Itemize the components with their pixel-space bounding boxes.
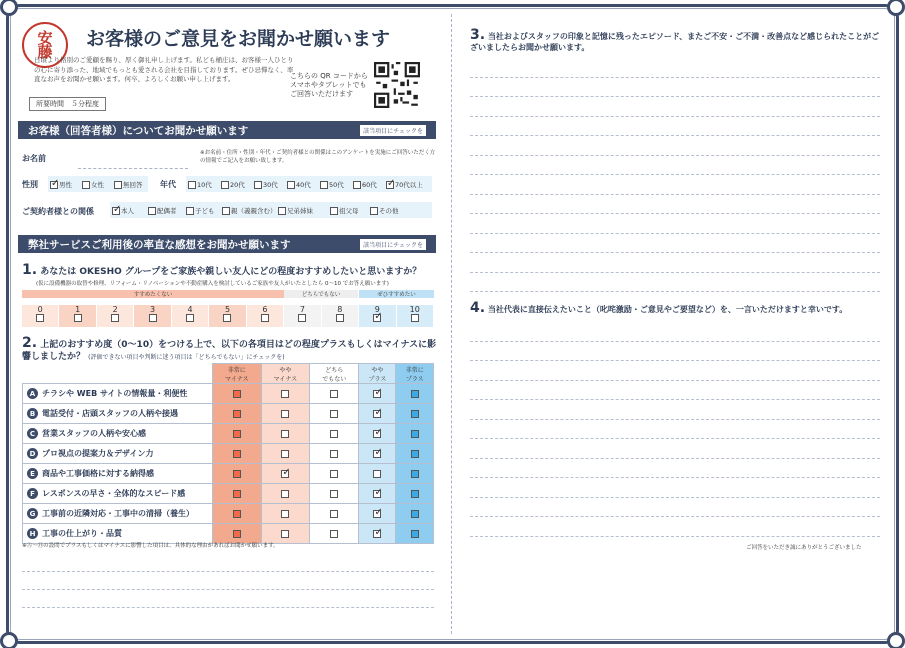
- question-number: 3.: [470, 27, 486, 43]
- qr-instruction: こちらの QR コードから スマホやタブレットでも ご回答いただけます: [290, 72, 368, 98]
- checkbox[interactable]: [261, 314, 269, 322]
- scale-number: 10: [409, 305, 420, 314]
- rating-cell[interactable]: [310, 384, 359, 404]
- scale-number: 9: [374, 305, 380, 314]
- checkbox[interactable]: [281, 530, 289, 538]
- item-label: プロ視点の提案力＆デザイン力: [42, 449, 154, 458]
- rating-cell[interactable]: [359, 424, 396, 444]
- rating-cell[interactable]: [213, 444, 262, 464]
- intro-text: 日頃より格別のご愛顧を賜り、厚く御礼申し上げます。私ども桶庄は、お客様一人ひとりの心に寄り添った、地域でもっとも愛される会社を目指しております。ぜひ忌憚なく、率直なお声をお聞かせ願います。何卒、よろしくお願い申し上げます。: [34, 56, 294, 83]
- checkbox[interactable]: [233, 410, 241, 418]
- checkbox[interactable]: [411, 390, 419, 398]
- answer-line[interactable]: [470, 381, 880, 401]
- question-text: 当社およびスタッフの印象と記憶に残ったエピソード、またご不安・ご不満・改善点など感じられたことがございましたらお聞かせ願います。: [470, 32, 880, 52]
- option-label: 配偶者: [157, 207, 177, 215]
- checkbox[interactable]: [186, 207, 194, 215]
- scale-number: 5: [224, 305, 231, 314]
- answer-line[interactable]: [470, 459, 880, 479]
- checkbox[interactable]: [223, 314, 231, 322]
- checkbox[interactable]: [330, 450, 338, 458]
- rating-cell[interactable]: [310, 404, 359, 424]
- checkbox[interactable]: [411, 430, 419, 438]
- question-number: 4.: [470, 300, 486, 316]
- scale-header-high: ぜひすすめたい: [359, 290, 434, 298]
- option-label: 本人: [121, 207, 134, 215]
- question-4: [470, 300, 880, 316]
- item-letter-icon: B: [27, 408, 38, 419]
- rating-cell[interactable]: [213, 424, 262, 444]
- item-label: 工事前の近隣対応・工事中の清掃（養生）: [42, 509, 194, 518]
- checkbox[interactable]: [373, 510, 381, 518]
- item-label: レスポンスの早さ・全体的なスピード感: [42, 489, 186, 498]
- answer-line[interactable]: [470, 361, 880, 381]
- option-gender-opts-1[interactable]: [82, 180, 104, 189]
- rating-cell[interactable]: [261, 464, 310, 484]
- rating-cell[interactable]: [359, 384, 396, 404]
- answer-line[interactable]: [470, 175, 880, 195]
- checkbox[interactable]: [112, 207, 120, 215]
- rating-row: [23, 484, 434, 504]
- rating-cell[interactable]: [359, 524, 396, 544]
- scale-number: 2: [112, 305, 118, 314]
- rating-row: [23, 384, 434, 404]
- option-label: 70代以上: [395, 181, 423, 189]
- checkbox[interactable]: [281, 450, 289, 458]
- checkbox[interactable]: [148, 207, 156, 215]
- scale-option-7[interactable]: [284, 305, 320, 327]
- scale-option-6[interactable]: [247, 305, 283, 327]
- rating-cell[interactable]: [396, 504, 434, 524]
- option-gender-opts-0[interactable]: [50, 180, 72, 189]
- rating-item: [23, 424, 213, 444]
- checkbox[interactable]: [411, 470, 419, 478]
- rating-cell[interactable]: [396, 464, 434, 484]
- option-rel-opts-5[interactable]: [330, 206, 359, 215]
- rating-cell[interactable]: [261, 484, 310, 504]
- rating-header: やや プラス: [359, 364, 396, 384]
- name-label: お名前: [22, 154, 46, 163]
- checkbox[interactable]: [281, 410, 289, 418]
- rating-row: [23, 404, 434, 424]
- name-note: ※お名前・住所・性別・年代・ご契約者様との関係はこのアンケートを実施にご回答いただく方の情報でご記入をお願い致します。: [200, 150, 436, 164]
- rating-item: [23, 504, 213, 524]
- question-1-sub: (仮に設備機器の取替や修理、リフォーム・リノベーションや不動産購入を検討しているご家族や友人がいたとしたら 0〜10 でお答え願います): [36, 281, 389, 287]
- checkbox[interactable]: [188, 181, 196, 189]
- question-3-answer-lines[interactable]: [470, 58, 880, 292]
- rating-item: [23, 444, 213, 464]
- option-label: 40代: [296, 181, 311, 189]
- checkbox[interactable]: [233, 450, 241, 458]
- option-rel-opts-0[interactable]: [112, 206, 134, 215]
- age-label: 年代: [160, 180, 176, 189]
- option-label: 子ども: [195, 207, 215, 215]
- checkbox[interactable]: [386, 181, 394, 189]
- option-label: 兄弟姉妹: [287, 207, 313, 215]
- rating-cell[interactable]: [310, 524, 359, 544]
- option-label: 祖父母: [339, 207, 359, 215]
- checkbox[interactable]: [411, 490, 419, 498]
- checkbox[interactable]: [281, 470, 289, 478]
- scale-option-5[interactable]: [209, 305, 245, 327]
- checkbox[interactable]: [281, 430, 289, 438]
- scale-number: 7: [299, 305, 305, 314]
- checkbox[interactable]: [411, 450, 419, 458]
- recommendation-scale: [22, 297, 434, 329]
- option-gender-opts-2[interactable]: [114, 180, 143, 189]
- rating-cell[interactable]: [261, 524, 310, 544]
- scale-header-mid: どちらでもない: [284, 290, 358, 298]
- checkbox[interactable]: [186, 314, 194, 322]
- checkbox[interactable]: [233, 490, 241, 498]
- answer-line[interactable]: [470, 498, 880, 518]
- scale-option-4[interactable]: [172, 305, 208, 327]
- corner-ornament: [887, 0, 905, 16]
- scale-option-2[interactable]: [97, 305, 133, 327]
- rating-cell[interactable]: [261, 384, 310, 404]
- rating-cell[interactable]: [396, 524, 434, 544]
- option-rel-opts-4[interactable]: [278, 206, 313, 215]
- relation-label: ご契約者様との関係: [22, 207, 94, 216]
- rating-cell[interactable]: [261, 444, 310, 464]
- checkbox[interactable]: [287, 181, 295, 189]
- option-label: 男性: [59, 181, 72, 189]
- item-label: 営業スタッフの人柄や安心感: [42, 429, 146, 438]
- rating-cell[interactable]: [213, 384, 262, 404]
- item-letter-icon: A: [27, 388, 38, 399]
- check-hint: 該当項目にチェックを: [360, 125, 426, 136]
- rating-cell[interactable]: [310, 504, 359, 524]
- checkbox[interactable]: [233, 470, 241, 478]
- answer-line[interactable]: [470, 58, 880, 78]
- option-label: 女性: [91, 181, 104, 189]
- question-1: [22, 262, 442, 278]
- option-label: 親（義親含む）: [231, 207, 277, 215]
- question-text: あなたは OKESHO グループをご家族や親しい友人にどの程度おすすめしたいと思いますか？: [40, 267, 422, 277]
- item-label: 商品や工事価格に対する納得感: [42, 469, 154, 478]
- section-title: お客様（回答者様）についてお聞かせ願います: [28, 124, 249, 137]
- question-number: 2.: [22, 335, 38, 351]
- rating-cell[interactable]: [213, 504, 262, 524]
- answer-line[interactable]: [470, 117, 880, 137]
- rating-cell[interactable]: [213, 464, 262, 484]
- item-label: 工事の仕上がり・品質: [42, 529, 122, 538]
- question-3: [470, 27, 880, 53]
- answer-line[interactable]: [470, 253, 880, 273]
- name-field[interactable]: [78, 168, 188, 169]
- thanks-text: ご回答をいただき誠にありがとうございました: [746, 545, 862, 551]
- checkbox[interactable]: [373, 470, 381, 478]
- item-letter-icon: C: [27, 428, 38, 439]
- item-label: 電話受付・店頭スタッフの人柄や接遇: [42, 409, 178, 418]
- checkbox[interactable]: [149, 314, 157, 322]
- option-rel-opts-6[interactable]: [370, 206, 399, 215]
- checkbox[interactable]: [281, 510, 289, 518]
- checkbox[interactable]: [330, 390, 338, 398]
- rating-cell[interactable]: [213, 404, 262, 424]
- answer-line[interactable]: [470, 78, 880, 98]
- checkbox[interactable]: [370, 207, 378, 215]
- item-letter-icon: F: [27, 488, 38, 499]
- reason-lines[interactable]: [22, 554, 434, 608]
- answer-line[interactable]: [470, 342, 880, 362]
- checkbox[interactable]: [111, 314, 119, 322]
- option-rel-opts-2[interactable]: [186, 206, 215, 215]
- company-seal: 安 藤: [22, 22, 68, 68]
- question-number: 1.: [22, 262, 38, 278]
- checkbox[interactable]: [373, 314, 381, 322]
- rating-cell[interactable]: [396, 384, 434, 404]
- rating-header: 非常に マイナス: [213, 364, 262, 384]
- checkbox[interactable]: [233, 390, 241, 398]
- rating-cell[interactable]: [359, 464, 396, 484]
- rating-cell[interactable]: [310, 484, 359, 504]
- section-title: 弊社サービスご利用後の率直な感想をお聞かせ願います: [28, 238, 291, 251]
- option-label: 30代: [263, 181, 278, 189]
- question-2: [22, 337, 442, 364]
- rating-row: [23, 524, 434, 544]
- rating-cell[interactable]: [310, 464, 359, 484]
- scale-option-3[interactable]: [134, 305, 170, 327]
- checkbox[interactable]: [330, 530, 338, 538]
- time-badge: 所要時間 ５分程度: [29, 97, 106, 111]
- rating-row: [23, 504, 434, 524]
- rating-cell[interactable]: [359, 404, 396, 424]
- qr-code-icon[interactable]: [374, 62, 420, 108]
- item-label: チラシや WEB サイトの情報量・利便性: [42, 389, 188, 398]
- answer-line[interactable]: [470, 420, 880, 440]
- option-age-opts-1[interactable]: [221, 180, 245, 189]
- option-age-opts-5[interactable]: [353, 180, 377, 189]
- checkbox[interactable]: [411, 410, 419, 418]
- checkbox[interactable]: [330, 430, 338, 438]
- checkbox[interactable]: [74, 314, 82, 322]
- rating-table: [22, 363, 434, 544]
- rating-item: [23, 384, 213, 404]
- checkbox[interactable]: [222, 207, 230, 215]
- rating-item: [23, 524, 213, 544]
- corner-ornament: [887, 632, 905, 648]
- checkbox[interactable]: [330, 490, 338, 498]
- rating-cell[interactable]: [396, 424, 434, 444]
- scale-number: 6: [262, 305, 268, 314]
- scale-option-0[interactable]: [22, 305, 58, 327]
- checkbox[interactable]: [298, 314, 306, 322]
- scale-number: 8: [337, 305, 343, 314]
- checkbox[interactable]: [36, 314, 44, 322]
- rating-cell[interactable]: [359, 484, 396, 504]
- rating-row: [23, 444, 434, 464]
- scale-option-10[interactable]: [397, 305, 433, 327]
- checkbox[interactable]: [330, 510, 338, 518]
- option-age-opts-0[interactable]: [188, 180, 212, 189]
- option-age-opts-6[interactable]: [386, 180, 423, 189]
- option-age-opts-4[interactable]: [320, 180, 344, 189]
- option-label: その他: [379, 207, 399, 215]
- checkbox[interactable]: [373, 390, 381, 398]
- checkbox[interactable]: [233, 510, 241, 518]
- scale-number: 3: [150, 305, 156, 314]
- item-letter-icon: E: [27, 468, 38, 479]
- checkbox[interactable]: [373, 450, 381, 458]
- answer-line[interactable]: [470, 517, 880, 537]
- checkbox[interactable]: [233, 530, 241, 538]
- checkbox[interactable]: [233, 430, 241, 438]
- checkbox[interactable]: [281, 390, 289, 398]
- scale-number: 1: [75, 305, 81, 314]
- option-label: 20代: [230, 181, 245, 189]
- rating-cell[interactable]: [310, 424, 359, 444]
- scale-header-low: すすめたくない: [22, 290, 284, 298]
- checkbox[interactable]: [330, 207, 338, 215]
- footnote: ※Ⓐ〜Ⓗの設問でプラスもしくはマイナスに影響した項目は、具体的な理由があればお聞かせ願います。: [22, 543, 279, 549]
- answer-line[interactable]: [470, 273, 880, 293]
- corner-ornament: [0, 632, 18, 648]
- checkbox[interactable]: [336, 314, 344, 322]
- checkbox[interactable]: [373, 490, 381, 498]
- scale-number: 0: [37, 305, 43, 314]
- checkbox[interactable]: [373, 410, 381, 418]
- rating-cell[interactable]: [310, 444, 359, 464]
- scale-option-9[interactable]: [359, 305, 395, 327]
- check-hint: 該当項目にチェックを: [360, 239, 426, 250]
- checkbox[interactable]: [411, 314, 419, 322]
- answer-line[interactable]: [470, 214, 880, 234]
- checkbox[interactable]: [254, 181, 262, 189]
- checkbox[interactable]: [281, 490, 289, 498]
- answer-line[interactable]: [470, 400, 880, 420]
- answer-line[interactable]: [470, 97, 880, 117]
- rating-header: やや マイナス: [261, 364, 310, 384]
- rating-cell[interactable]: [359, 504, 396, 524]
- rating-item: [23, 464, 213, 484]
- option-label: 60代: [362, 181, 377, 189]
- item-letter-icon: H: [27, 528, 38, 539]
- question-text: 当社代表に直接伝えたいこと（叱咤激励・ご意見やご要望など）を、一言いただけますと幸いです。: [487, 305, 848, 314]
- checkbox[interactable]: [278, 207, 286, 215]
- section-feedback-header: [18, 235, 436, 253]
- rating-row: [23, 424, 434, 444]
- answer-line[interactable]: [470, 478, 880, 498]
- rating-cell[interactable]: [261, 424, 310, 444]
- checkbox[interactable]: [330, 410, 338, 418]
- rating-item: [23, 404, 213, 424]
- checkbox[interactable]: [373, 530, 381, 538]
- checkbox[interactable]: [82, 181, 90, 189]
- rating-cell[interactable]: [396, 484, 434, 504]
- gender-label: 性別: [22, 180, 38, 189]
- answer-line[interactable]: [470, 322, 880, 342]
- checkbox[interactable]: [330, 470, 338, 478]
- page-title: お客様のご意見をお聞かせ願います: [86, 28, 391, 50]
- scale-option-1[interactable]: [59, 305, 95, 327]
- checkbox[interactable]: [411, 530, 419, 538]
- checkbox[interactable]: [50, 181, 58, 189]
- answer-line[interactable]: [470, 439, 880, 459]
- checkbox[interactable]: [373, 430, 381, 438]
- scale-option-8[interactable]: [322, 305, 358, 327]
- answer-line[interactable]: [470, 234, 880, 254]
- option-rel-opts-1[interactable]: [148, 206, 177, 215]
- checkbox[interactable]: [320, 181, 328, 189]
- answer-line[interactable]: [470, 195, 880, 215]
- answer-line[interactable]: [470, 156, 880, 176]
- item-letter-icon: G: [27, 508, 38, 519]
- rating-header: どちら でもない: [310, 364, 359, 384]
- rating-cell[interactable]: [213, 484, 262, 504]
- rating-header: 非常に プラス: [396, 364, 434, 384]
- rating-item: [23, 484, 213, 504]
- checkbox[interactable]: [411, 510, 419, 518]
- option-label: 無回答: [123, 181, 143, 189]
- question-text: 上記のおすすめ度（0〜10）をつける上で、以下の各項目はどの程度プラスもしくはマイナスに影響しましたか？: [22, 340, 437, 362]
- section-respondent-header: [18, 121, 436, 139]
- scale-number: 4: [187, 305, 193, 314]
- rating-cell[interactable]: [261, 504, 310, 524]
- rating-corner: [23, 364, 213, 384]
- checkbox[interactable]: [353, 181, 361, 189]
- rating-cell[interactable]: [396, 444, 434, 464]
- column-divider: [451, 14, 452, 634]
- option-age-opts-2[interactable]: [254, 180, 278, 189]
- item-letter-icon: D: [27, 448, 38, 459]
- rating-cell[interactable]: [261, 404, 310, 424]
- option-label: 50代: [329, 181, 344, 189]
- rating-row: [23, 464, 434, 484]
- checkbox[interactable]: [221, 181, 229, 189]
- checkbox[interactable]: [114, 181, 122, 189]
- rating-cell[interactable]: [213, 524, 262, 544]
- option-age-opts-3[interactable]: [287, 180, 311, 189]
- question-2-sub: (評価できない項目や判断に迷う項目は「どちらでもない」にチェックを): [88, 354, 285, 361]
- option-label: 10代: [197, 181, 212, 189]
- answer-line[interactable]: [470, 136, 880, 156]
- rating-cell[interactable]: [396, 404, 434, 424]
- rating-cell[interactable]: [359, 444, 396, 464]
- question-4-answer-lines[interactable]: [470, 322, 880, 537]
- option-rel-opts-3[interactable]: [222, 206, 277, 215]
